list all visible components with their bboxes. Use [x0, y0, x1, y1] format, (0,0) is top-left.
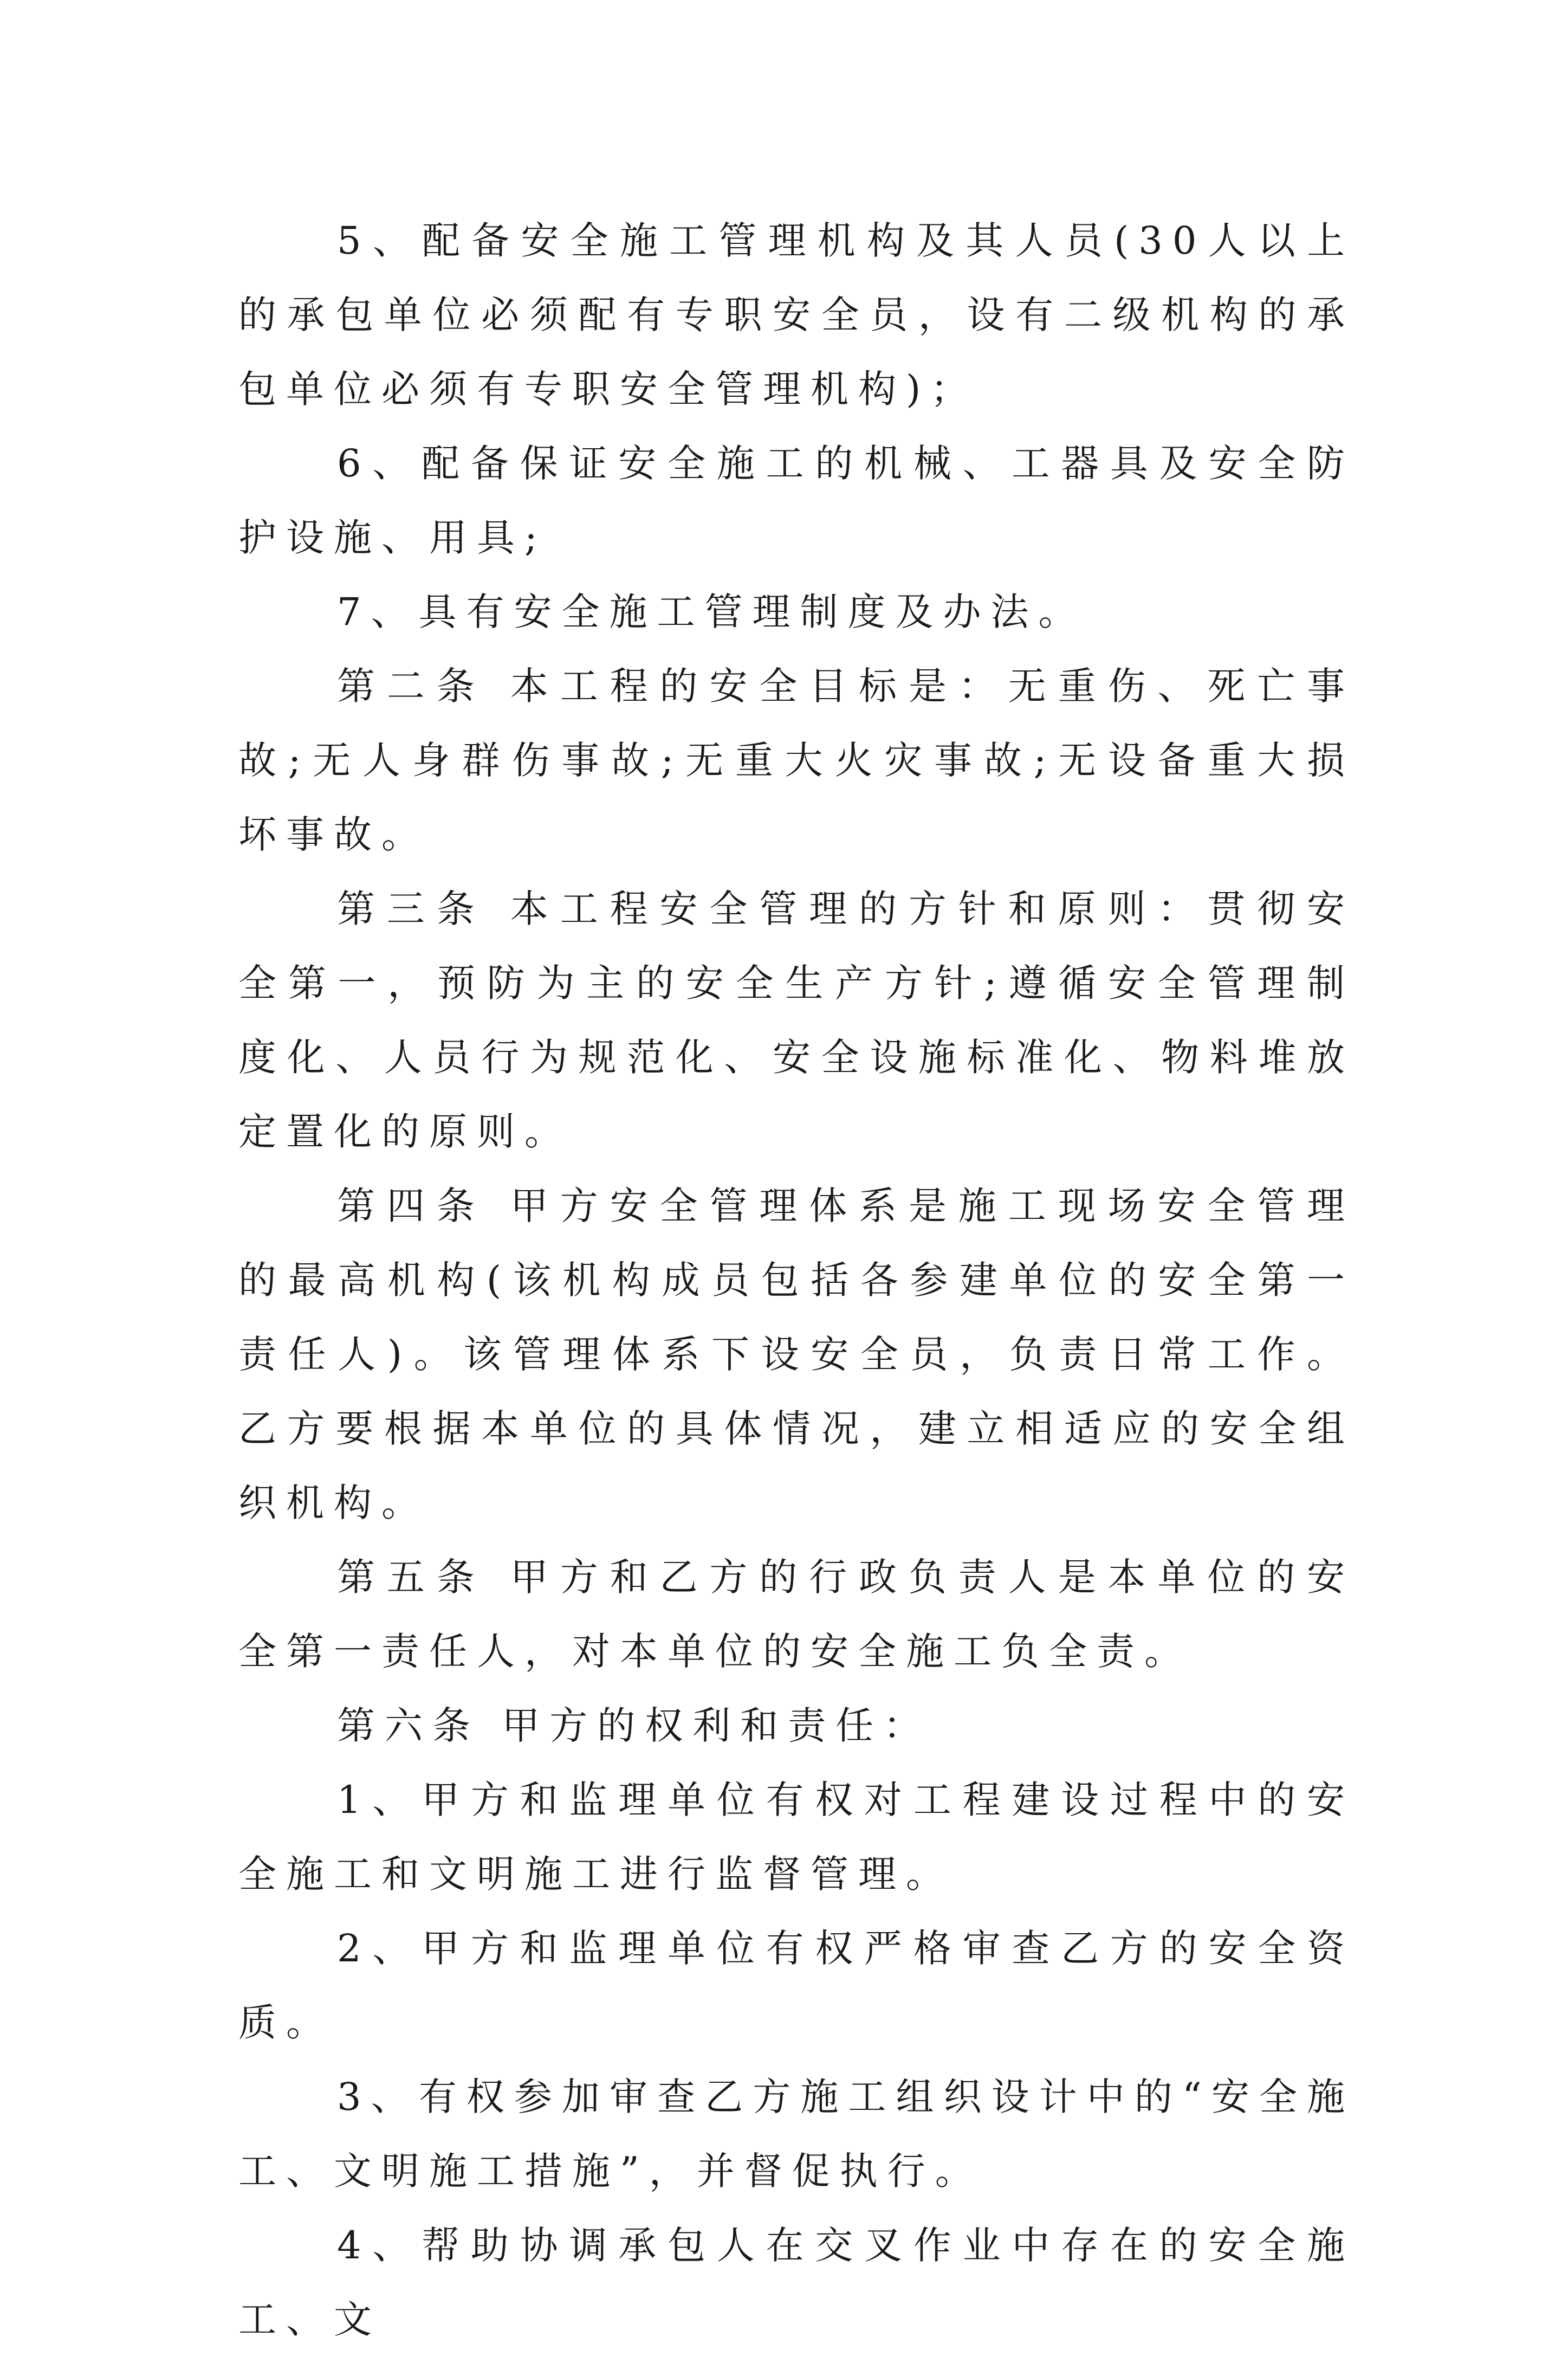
paragraph-article-4: 第四条 甲方安全管理体系是施工现场安全管理的最高机构(该机构成员包括各参建单位的安全第一责任人)。该管理体系下设安全员，负责日常工作。乙方要根据本单位的具体情况，建立相适应的安全组织机构。 — [238, 1184, 1355, 1525]
paragraph-article-6: 第六条 甲方的权利和责任： — [337, 1703, 931, 1748]
paragraph-article-2: 第二条 本工程的安全目标是：无重伤、死亡事故;无人身群伤事故;无重大火灾事故;无设备重大损坏事故。 — [238, 664, 1355, 857]
paragraph-item-1: 1、甲方和监理单位有权对工程建设过程中的安全施工和文明施工进行监督管理。 — [238, 1778, 1355, 1896]
paragraph-article-5: 第五条 甲方和乙方的行政负责人是本单位的安全第一责任人，对本单位的安全施工负全责。 — [238, 1555, 1355, 1674]
document-body — [238, 204, 1355, 2357]
paragraph-item-3: 3、有权参加审查乙方施工组织设计中的“安全施工、文明施工措施”，并督促执行。 — [238, 2075, 1355, 2193]
paragraph-item-2: 2、甲方和监理单位有权严格审查乙方的安全资质。 — [238, 1926, 1355, 2045]
paragraph-article-3: 第三条 本工程安全管理的方针和原则：贯彻安全第一，预防为主的安全生产方针;遵循安全管理制度化、人员行为规范化、安全设施标准化、物料堆放定置化的原则。 — [238, 887, 1355, 1154]
paragraph-item-4: 4、帮助协调承包人在交叉作业中存在的安全施工、文 — [238, 2223, 1355, 2342]
paragraph-item-6: 6、配备保证安全施工的机械、工器具及安全防护设施、用具; — [238, 441, 1355, 560]
paragraph-item-5: 5、配备安全施工管理机构及其人员(30人以上的承包单位必须配有专职安全员，设有二级机构的承包单位必须有专职安全管理机构)； — [238, 218, 1355, 411]
paragraph-item-7: 7、具有安全施工管理制度及办法。 — [337, 590, 1086, 634]
